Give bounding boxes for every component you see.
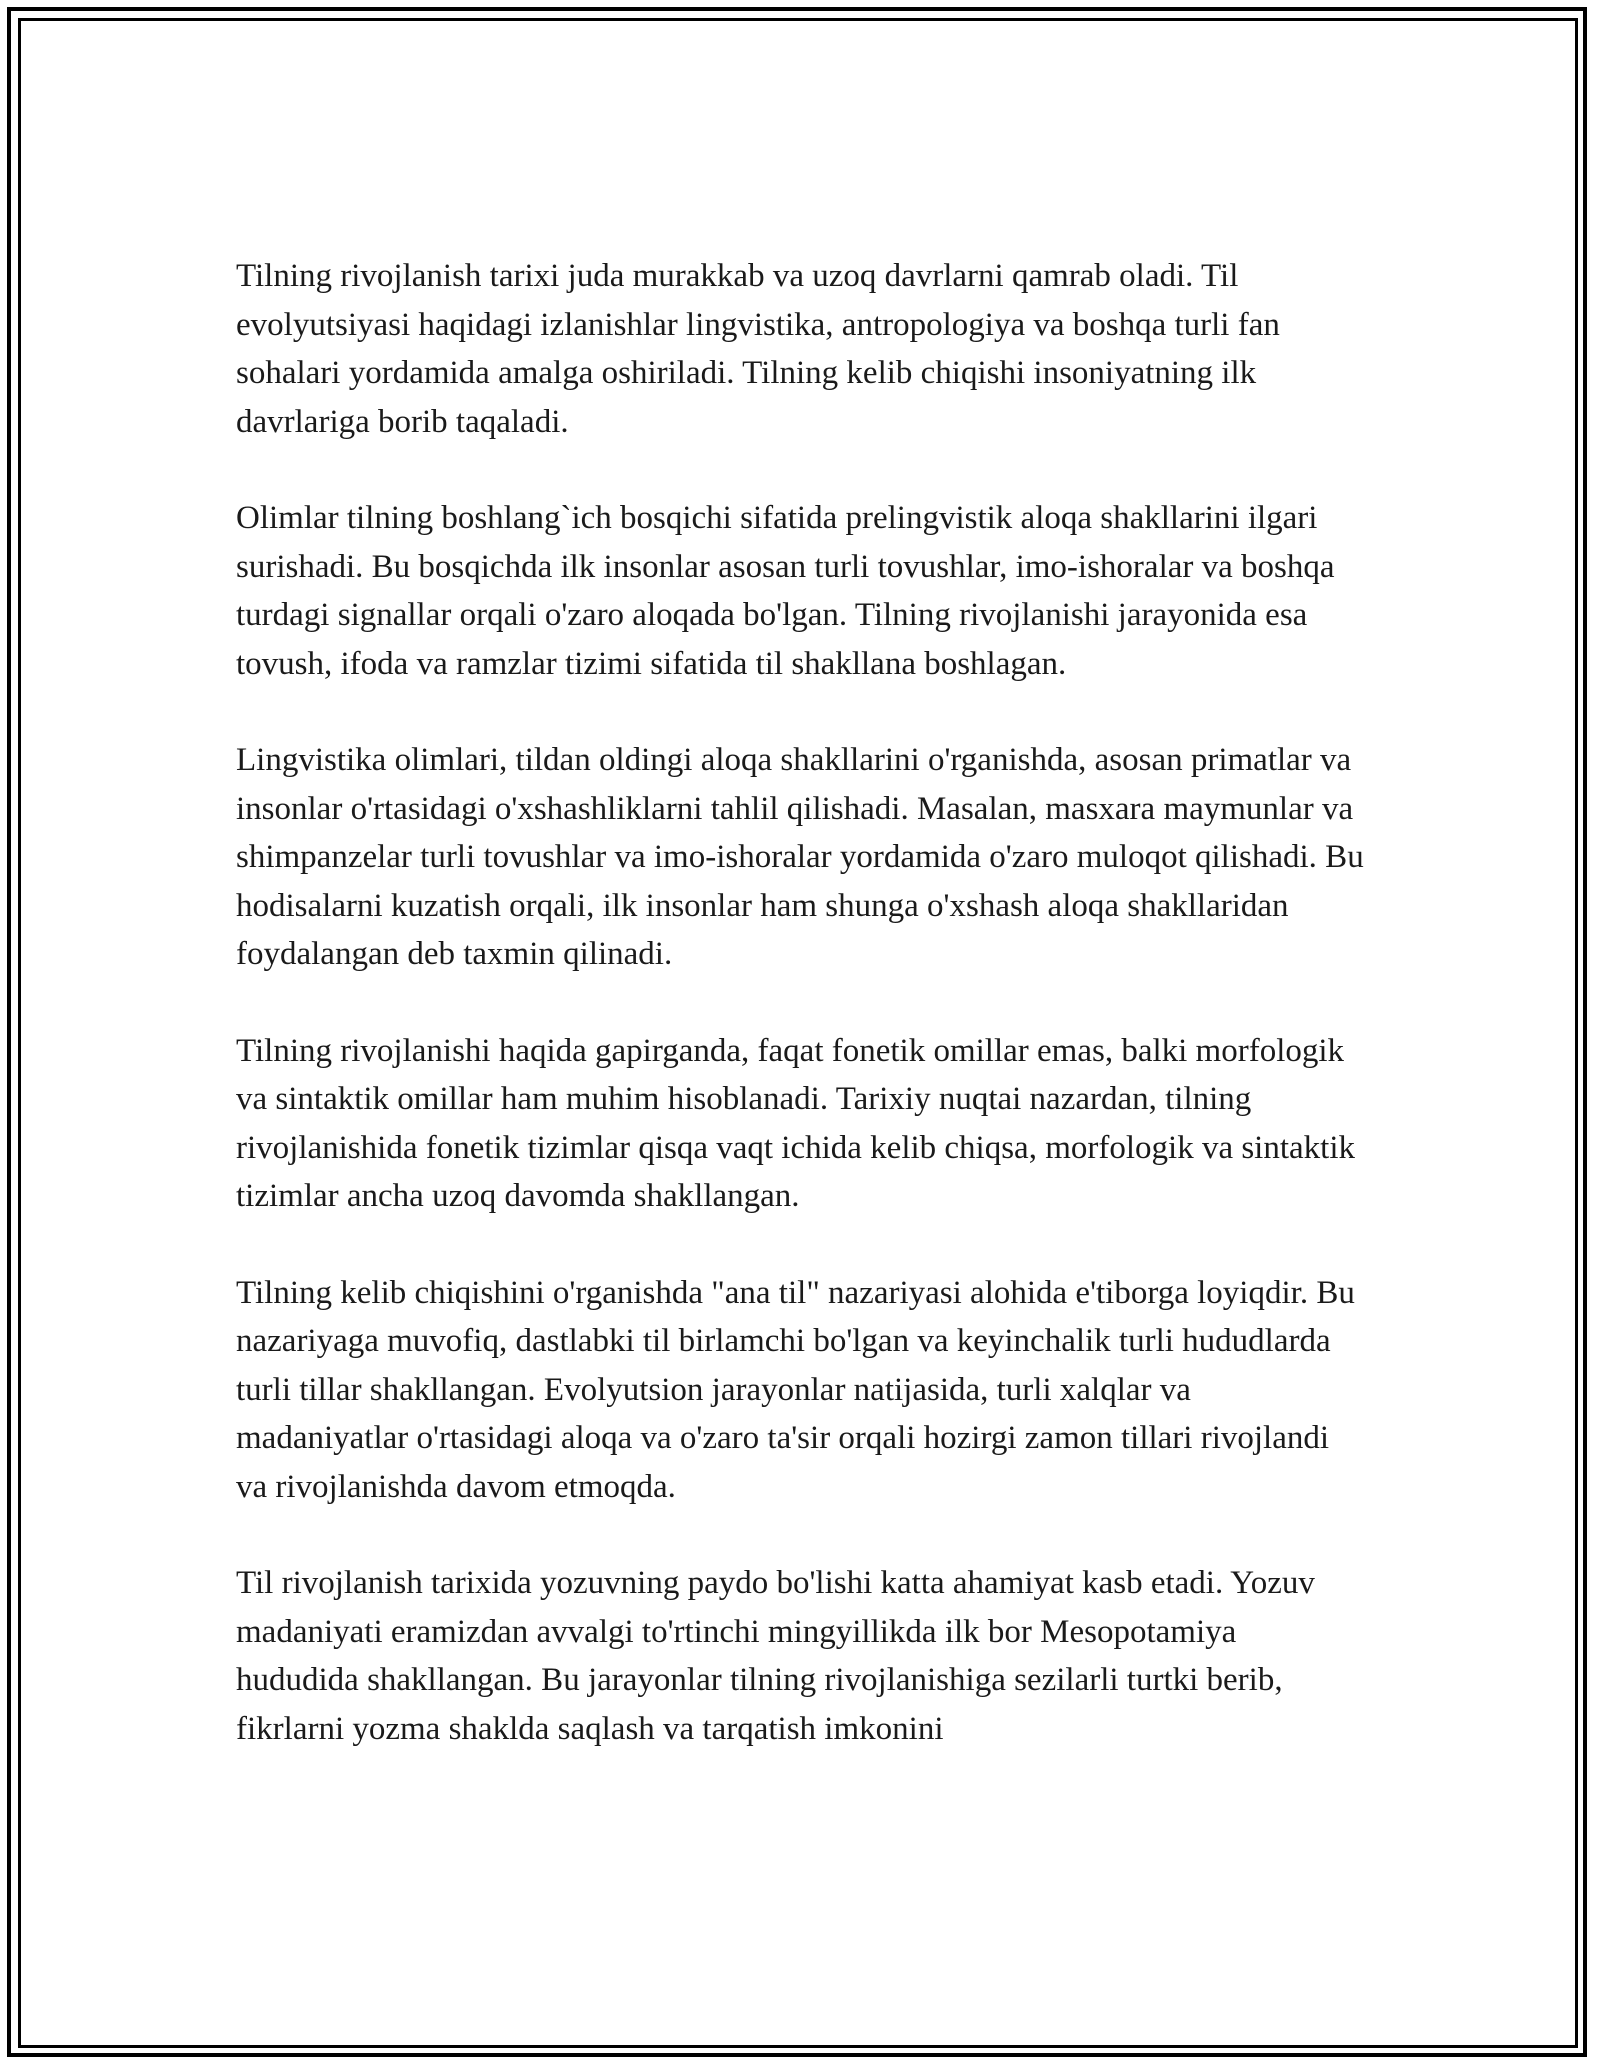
paragraph-3: Lingvistika olimlari, tildan oldingi aloqa shakllarini o'rganishda, asosan primatlar va insonlar o'rtasidagi o'xshashliklarni tahlil qilishadi. Masalan, masxara maymunlar va shimpanzelar turli tovushlar va imo-ishoralar yordamida o'zaro muloqot qilishadi. Bu hodisalarni kuzatish orqali, ilk insonlar ham shunga o'xshash aloqa shakllaridan foydalangan deb taxmin qilinadi. <box>236 742 1364 972</box>
document-body <box>236 252 1366 1801</box>
paragraph-6: Til rivojlanish tarixida yozuvning paydo bo'lishi katta ahamiyat kasb etadi. Yozuv madaniyati eramizdan avvalgi to'rtinchi mingyillikda ilk bor Mesopotamiya hududida shakllangan. Bu jarayonlar tilning rivojlanishiga sezilarli turtki berib, fikrlarni yozma shaklda saqlash va tarqatish imkonini <box>236 1565 1315 1747</box>
paragraph-4: Tilning rivojlanishi haqida gapirganda, faqat fonetik omillar emas, balki morfologik va sintaktik omillar ham muhim hisoblanadi. Tarixiy nuqtai nazardan, tilning rivojlanishida fonetik tizimlar qisqa vaqt ichida kelib chiqsa, morfologik va sintaktik tizimlar ancha uzoq davomda shakllangan. <box>236 1032 1356 1214</box>
paragraph-2: Olimlar tilning boshlang`ich bosqichi sifatida prelingvistik aloqa shakllarini ilgari surishadi. Bu bosqichda ilk insonlar asosan turli tovushlar, imo-ishoralar va boshqa turdagi signallar orqali o'zaro aloqada bo'lgan. Tilning rivojlanishi jarayonida esa tovush, ifoda va ramzlar tizimi sifatida til shakllana boshlagan. <box>236 500 1335 682</box>
paragraph-1: Tilning rivojlanish tarixi juda murakkab va uzoq davrlarni qamrab oladi. Til evolyutsiyasi haqidagi izlanishlar lingvistika, antropologiya va boshqa turli fan sohalari yordamida amalga oshiriladi. Tilning kelib chiqishi insoniyatning ilk davrlariga borib taqaladi. <box>236 258 1280 440</box>
paragraph-5: Tilning kelib chiqishini o'rganishda "ana til" nazariyasi alohida e'tiborga loyiqdir. Bu nazariyaga muvofiq, dastlabki til birlamchi bo'lgan va keyinchalik turli hududlarda turli tillar shakllangan. Evolyutsion jarayonlar natijasida, turli xalqlar va madaniyatlar o'rtasidagi aloqa va o'zaro ta'sir orqali hozirgi zamon tillari rivojlandi va rivojlanishda davom etmoqda. <box>236 1274 1355 1505</box>
